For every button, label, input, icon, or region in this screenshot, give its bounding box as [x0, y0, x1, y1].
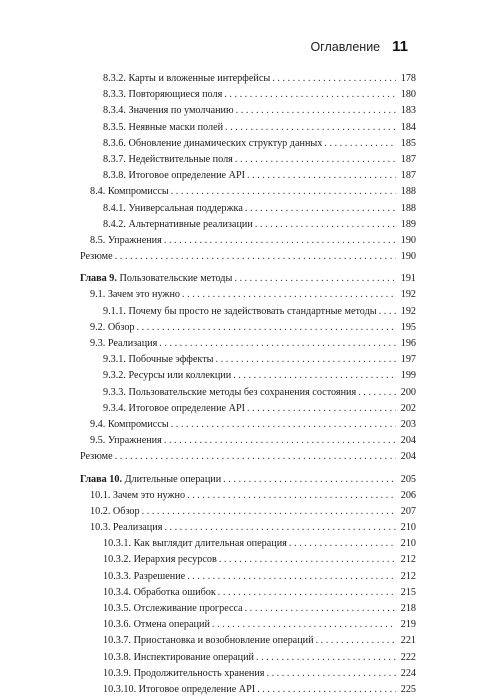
dot-leader [245, 601, 396, 617]
toc-entry-number: 10.3.10. [103, 683, 137, 695]
toc-entry-number: Глава 10. [80, 473, 123, 485]
toc-entry-title: Приостановка и возобновление операций [133, 635, 314, 647]
toc-entry-number: 10.1. [90, 489, 111, 501]
toc-page-number: 190 [400, 251, 416, 263]
toc-row [80, 103, 416, 119]
toc-page-number: 222 [400, 651, 416, 663]
toc-entry [103, 650, 254, 666]
toc-chapter-row [80, 271, 416, 287]
toc-page-number: 207 [400, 505, 416, 517]
dot-leader [358, 385, 396, 401]
dot-leader [233, 368, 396, 384]
toc-row [80, 449, 416, 465]
dot-leader [266, 666, 396, 682]
toc-entry [90, 520, 162, 536]
toc-entry [103, 120, 223, 136]
toc-page-number: 215 [400, 586, 416, 598]
toc-row [80, 184, 416, 200]
dot-leader [223, 472, 396, 488]
toc-entry-number: 10.3.9. [103, 667, 132, 679]
dot-leader [115, 249, 396, 265]
toc-entry-number: 8.3.2. [103, 73, 126, 84]
toc-entry [90, 320, 135, 336]
toc-row [80, 585, 416, 601]
toc-entry [103, 136, 322, 152]
toc-entry [103, 682, 255, 698]
toc-entry-number: 9.3.4. [103, 402, 126, 414]
toc-entry [80, 472, 221, 488]
toc-entry [103, 569, 185, 585]
toc-entry-number: 10.3.7. [103, 635, 132, 647]
toc-row [80, 536, 416, 552]
toc-entry-number: 9.2. [90, 321, 106, 333]
toc-entry-number: 8.3.8. [103, 170, 126, 182]
toc-entry-number: 10.3.5. [103, 603, 132, 614]
dot-leader [187, 488, 396, 504]
toc-row [80, 217, 416, 233]
toc-entry-number: 10.3.3. [103, 570, 132, 582]
toc-entry-title: Отмена операций [133, 619, 210, 631]
toc-row [80, 336, 416, 352]
toc-row [80, 249, 416, 265]
toc-row [80, 352, 416, 368]
toc-page-number: 187 [400, 153, 416, 165]
dot-leader [257, 682, 396, 698]
toc-entry [90, 184, 169, 200]
toc-entry-title: Зачем это нужно [112, 489, 186, 501]
toc-entry-title: Обзор [112, 505, 140, 517]
toc-entry-number: 8.3.6. [103, 137, 126, 149]
toc-entry [103, 201, 243, 217]
toc-entry-number: 10.3.6. [103, 619, 132, 631]
toc-entry-number: 9.3.1. [103, 354, 126, 366]
dot-leader [256, 650, 396, 666]
toc-entry [103, 304, 377, 320]
toc-page-number: 212 [400, 570, 416, 582]
toc-entry-title: Ресурсы или коллекции [128, 370, 232, 382]
dot-leader [225, 120, 396, 136]
toc-page-number: 200 [400, 386, 416, 398]
toc-entry [90, 417, 169, 433]
toc-entry-title: Упражнения [107, 435, 162, 447]
toc-entry-title: Иерархия ресурсов [133, 554, 217, 566]
toc-entry-number: 9.5. [90, 435, 106, 447]
toc-entry [103, 585, 216, 601]
running-header-title: Оглавление [310, 40, 381, 54]
toc-entry-title: Недействительные поля [128, 153, 233, 165]
toc-entry-title: Отслеживание прогресса [133, 603, 243, 614]
toc-row [80, 417, 416, 433]
toc-entry-number: 9.1.1. [103, 305, 126, 317]
toc-page-number: 185 [400, 137, 416, 149]
toc-entry-number: 8.3.3. [103, 89, 126, 101]
toc-chapter-row [80, 472, 416, 488]
toc-row [80, 152, 416, 168]
dot-leader [171, 184, 396, 200]
toc-entry-title: Итоговое определение API [128, 170, 246, 182]
toc-page-number: 188 [400, 186, 416, 198]
dot-leader [235, 152, 396, 168]
toc-entry-title: Повторяющиеся поля [128, 89, 223, 101]
dot-leader [379, 304, 396, 320]
toc-page-number: 202 [400, 402, 416, 414]
toc-page-number: 196 [400, 338, 416, 349]
toc-page-number: 204 [400, 435, 416, 447]
toc-entry-title: Значения по умолчанию [128, 105, 234, 117]
toc-entry-title: Компромиссы [107, 186, 169, 198]
toc-row [80, 650, 416, 666]
toc-page-number: 190 [400, 234, 416, 246]
toc-entry-title: Продолжительность хранения [133, 667, 265, 679]
toc-entry-number: 10.3.4. [103, 586, 132, 598]
toc-row [80, 385, 416, 401]
toc-row [80, 666, 416, 682]
toc-entry [80, 271, 232, 287]
toc-row [80, 504, 416, 520]
toc-entry [103, 103, 234, 119]
toc-page-number: 203 [400, 418, 416, 430]
dot-leader [289, 536, 396, 552]
toc-entry-number: 8.4.1. [103, 202, 126, 214]
dot-leader [115, 449, 396, 465]
toc-page-number: 184 [400, 121, 416, 133]
toc-page-number: 192 [400, 305, 416, 317]
toc-entry-title: Пользовательские методы без сохранения состояния [128, 386, 357, 398]
toc-entry [103, 168, 245, 184]
toc-row [80, 87, 416, 103]
toc-entry-title: Длительные операции [124, 473, 222, 485]
toc-page-number: 187 [400, 170, 416, 182]
toc-page-number: 192 [400, 289, 416, 301]
toc-row [80, 320, 416, 336]
toc-entry-title: Реализация [107, 338, 158, 349]
toc-row [80, 304, 416, 320]
toc-entry-title: Карты и вложенные интерфейсы [128, 73, 271, 84]
table-of-contents [80, 71, 416, 698]
dot-leader [245, 201, 396, 217]
toc-row [80, 168, 416, 184]
toc-entry [103, 552, 217, 568]
dot-leader [137, 320, 396, 336]
toc-entry [103, 368, 231, 384]
toc-entry [103, 71, 270, 87]
toc-page-number: 188 [400, 202, 416, 214]
toc-entry [90, 336, 157, 352]
toc-row [80, 617, 416, 633]
dot-leader [247, 168, 396, 184]
toc-entry [103, 152, 233, 168]
toc-row [80, 569, 416, 585]
toc-page-number: 195 [400, 321, 416, 333]
toc-entry-title: Зачем это нужно [107, 289, 181, 301]
toc-entry-number: 10.3.1. [103, 538, 132, 550]
toc-page-number: 206 [400, 489, 416, 501]
dot-leader [164, 233, 396, 249]
toc-entry [90, 488, 185, 504]
toc-page-number: 212 [400, 554, 416, 566]
toc-entry [103, 536, 287, 552]
toc-entry-title: Инспектирование операций [133, 651, 254, 663]
dot-leader [142, 504, 396, 520]
toc-page-number: 178 [400, 73, 416, 84]
toc-row [80, 120, 416, 136]
running-header [310, 38, 408, 55]
toc-entry [90, 504, 140, 520]
toc-entry-number: 10.2. [90, 505, 111, 517]
toc-entry-title: Разрешение [133, 570, 186, 582]
dot-leader [224, 87, 396, 103]
toc-page-number: 197 [400, 354, 416, 366]
toc-page-number: 224 [400, 667, 416, 679]
toc-entry-number: 8.3.4. [103, 105, 126, 117]
toc-entry [80, 249, 113, 265]
toc-entry [103, 352, 214, 368]
toc-row [80, 233, 416, 249]
dot-leader [212, 617, 396, 633]
dot-leader [316, 633, 396, 649]
toc-entry [90, 287, 180, 303]
page-number: 11 [392, 38, 408, 55]
toc-entry-number: 10.3. [90, 522, 111, 534]
toc-row [80, 552, 416, 568]
toc-entry-number: Глава 9. [80, 273, 117, 285]
toc-row [80, 601, 416, 617]
toc-entry-title: Почему бы просто не задействовать стандартные методы [128, 305, 377, 317]
toc-entry-number: 10.3.8. [103, 651, 132, 663]
dot-leader [216, 352, 396, 368]
toc-entry-title: Резюме [80, 251, 113, 263]
toc-entry-number: 8.4. [90, 186, 106, 198]
toc-page-number: 183 [400, 105, 416, 117]
toc-row [80, 287, 416, 303]
toc-entry-number: 9.4. [90, 418, 106, 430]
dot-leader [218, 585, 396, 601]
toc-entry-title: Обзор [107, 321, 135, 333]
toc-entry-title: Итоговое определение API [138, 683, 256, 695]
dot-leader [247, 401, 396, 417]
toc-entry-title: Реализация [112, 522, 163, 534]
toc-row [80, 488, 416, 504]
dot-leader [164, 520, 396, 536]
toc-row [80, 520, 416, 536]
toc-page-number: 191 [400, 273, 416, 285]
toc-entry [103, 617, 210, 633]
toc-entry-title: Альтернативные реализации [128, 218, 253, 230]
toc-row [80, 201, 416, 217]
toc-entry [103, 401, 245, 417]
toc-entry-title: Побочные эффекты [128, 354, 214, 366]
toc-row [80, 136, 416, 152]
toc-entry-title: Итоговое определение API [128, 402, 246, 414]
toc-entry-title: Неявные маски полей [128, 121, 224, 133]
dot-leader [272, 71, 396, 87]
dot-leader [171, 417, 396, 433]
toc-entry-number: 8.4.2. [103, 218, 126, 230]
toc-page-number: 189 [400, 218, 416, 230]
toc-entry-number: 10.3.2. [103, 554, 132, 566]
toc-row [80, 368, 416, 384]
dot-leader [324, 136, 396, 152]
toc-entry-title: Компромиссы [107, 418, 169, 430]
toc-entry [103, 87, 222, 103]
toc-entry [90, 233, 162, 249]
toc-entry-number: 8.3.7. [103, 153, 126, 165]
toc-entry-title: Упражнения [107, 234, 162, 246]
toc-entry [80, 449, 113, 465]
toc-entry [103, 633, 314, 649]
toc-entry-number: 9.3.3. [103, 386, 126, 398]
toc-entry [103, 601, 243, 617]
toc-entry-number: 8.3.5. [103, 121, 126, 133]
dot-leader [255, 217, 396, 233]
dot-leader [236, 103, 396, 119]
toc-row [80, 71, 416, 87]
toc-entry-title: Обработка ошибок [133, 586, 216, 598]
toc-entry-title: Обновление динамических структур данных [128, 137, 323, 149]
toc-page-number: 219 [400, 619, 416, 631]
dot-leader [219, 552, 396, 568]
toc-entry-number: 8.5. [90, 234, 106, 246]
toc-entry-number: 9.3. [90, 338, 106, 349]
toc-entry-title: Как выглядит длительная операция [133, 538, 287, 550]
toc-page-number: 199 [400, 370, 416, 382]
toc-row [80, 433, 416, 449]
toc-entry [103, 385, 356, 401]
toc-page-number: 210 [400, 538, 416, 550]
toc-entry-title: Пользовательские методы [119, 273, 233, 285]
dot-leader [159, 336, 396, 352]
toc-page-number: 204 [400, 451, 416, 463]
dot-leader [187, 569, 396, 585]
toc-row [80, 682, 416, 698]
toc-page-number: 180 [400, 89, 416, 101]
toc-entry-number: 9.3.2. [103, 370, 126, 382]
toc-page-number: 205 [400, 473, 416, 485]
toc-page-number: 225 [400, 683, 416, 695]
dot-leader [182, 287, 396, 303]
dot-leader [234, 271, 396, 287]
toc-entry-number: 9.1. [90, 289, 106, 301]
toc-row [80, 401, 416, 417]
toc-page-number: 218 [400, 603, 416, 614]
toc-entry [103, 666, 264, 682]
toc-entry [90, 433, 162, 449]
toc-entry [103, 217, 253, 233]
toc-page-number: 221 [400, 635, 416, 647]
toc-page-number: 210 [400, 522, 416, 534]
toc-entry-title: Универсальная поддержка [128, 202, 243, 214]
dot-leader [164, 433, 396, 449]
toc-row [80, 633, 416, 649]
toc-entry-title: Резюме [80, 451, 113, 463]
